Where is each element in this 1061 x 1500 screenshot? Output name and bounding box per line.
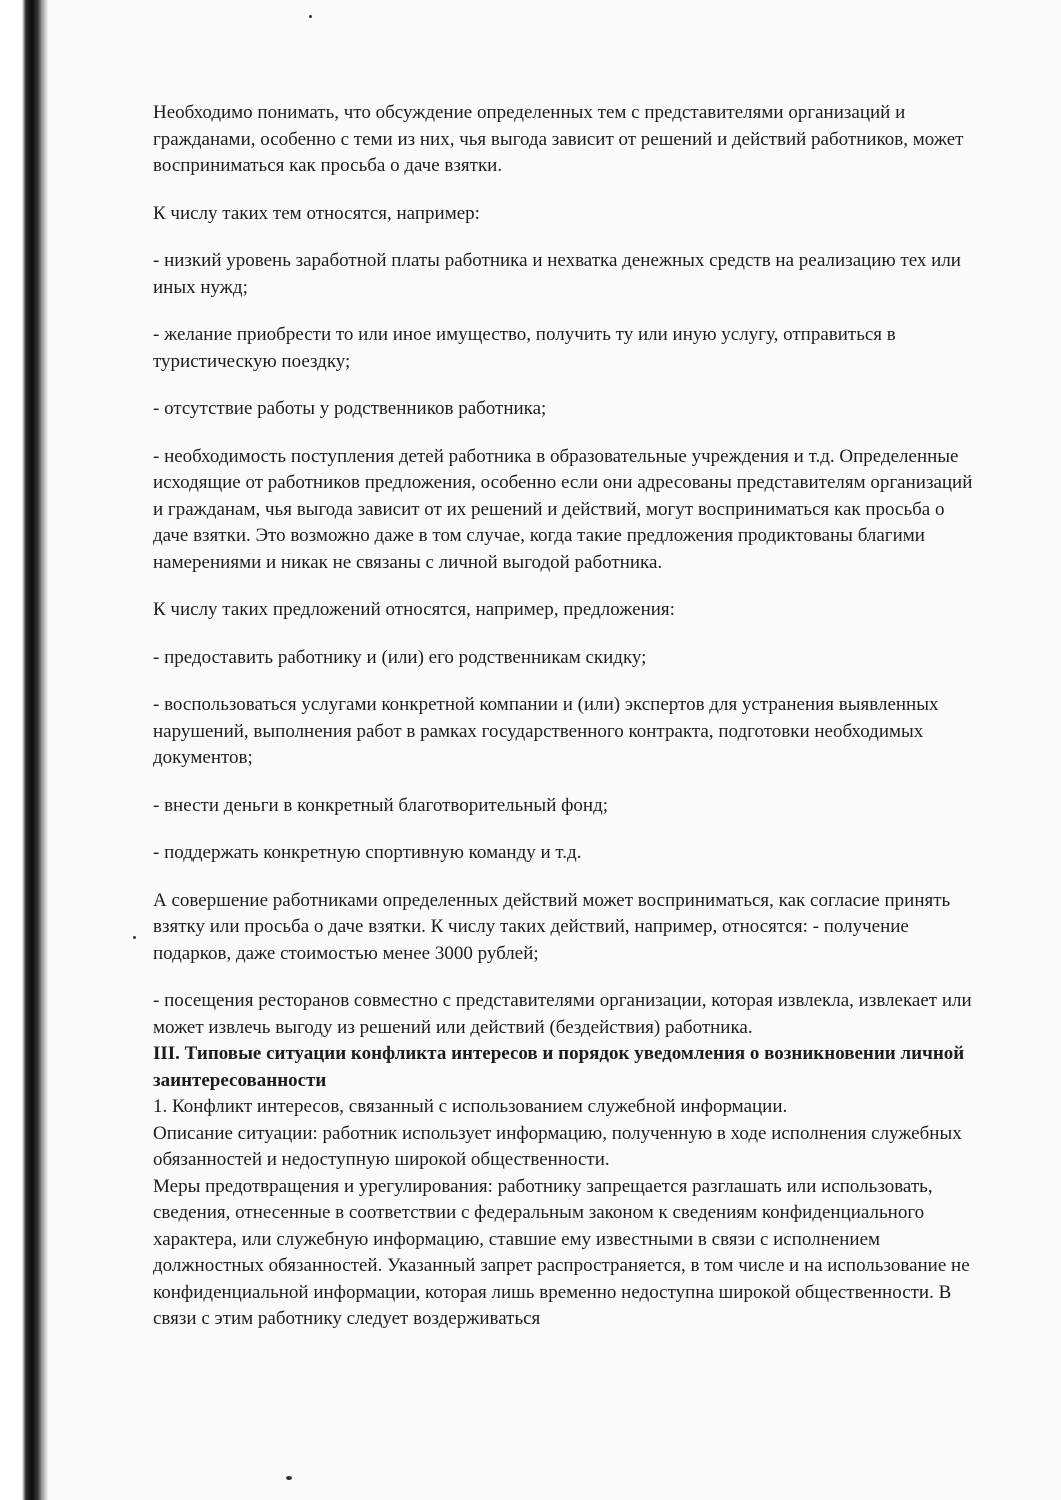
list-item: - желание приобрести то или иное имущество, получить ту или иную услугу, отправиться в туристическую поездку; xyxy=(153,324,896,372)
list-item: - воспользоваться услугами конкретной компании и (или) экспертов для устранения выявленных нарушений, выполнения работ в рамках государственного контракта, подготовки необходимых документов; xyxy=(153,694,939,768)
section-line: 1. Конфликт интересов, связанный с использованием служебной информации. xyxy=(153,1096,788,1117)
list-item: - низкий уровень заработной платы работника и нехватка денежных средств на реализацию тех или иных нужд; xyxy=(153,250,961,298)
paragraph: К числу таких тем относятся, например: xyxy=(153,202,480,224)
list-item: - поддержать конкретную спортивную команду и т.д. xyxy=(153,842,582,863)
section-line: Меры предотвращения и урегулирования: работнику запрещается разглашать или использовать, сведения, отнесенные в соответствии с федеральным законом к сведениям конфиденциального характера, или служебную информацию, ставшие ему известными в связи с исполнением должностных обязанностей. Указанный запрет распространяется, в том числе и на использование не конфиденциальной информации, которая лишь временно недоступна широкой общественности. В связи с этим работнику следует воздерживаться xyxy=(153,1175,970,1329)
paragraph: - необходимость поступления детей работника в образовательные учреждения и т.д. Определенные исходящие от работников предложения, особенно если они адресованы представителям организаций и гражданам, чья выгода зависит от их решений и действий, могут восприниматься как просьба о даче взятки. Это возможно даже в том случае, когда такие предложения продиктованы благими намерениями и никак не связаны с личной выгодой работника. xyxy=(153,445,973,573)
list-item: - внести деньги в конкретный благотворительный фонд; xyxy=(153,794,609,816)
list-item: - предоставить работнику и (или) его родственникам скидку; xyxy=(153,646,647,668)
document-page xyxy=(153,100,983,1333)
scan-speck xyxy=(309,15,312,18)
paragraph: Необходимо понимать, что обсуждение определенных тем с представителями организаций и гражданами, особенно с теми из них, чья выгода зависит от решений и действий работников, может восприниматься как просьба о даче взятки. xyxy=(153,102,964,176)
paragraph: К числу таких предложений относятся, например, предложения: xyxy=(153,599,675,620)
scan-left-edge xyxy=(0,0,48,1500)
section-heading: III. Типовые ситуации конфликта интересов и порядок уведомления о возникновении личной заинтересованности xyxy=(153,1043,965,1091)
scan-speck xyxy=(133,936,136,939)
paragraph: - посещения ресторанов совместно с представителями организации, которая извлекла, извлекает или может извлечь выгоду из решений или действий (бездействия) работника. xyxy=(153,990,972,1038)
paragraph: А совершение работниками определенных действий может восприниматься, как согласие принять взятку или просьба о даче взятки. К числу таких действий, например, относятся: - получение подарков, даже стоимостью менее 3000 рублей; xyxy=(153,889,951,964)
scan-speck xyxy=(286,1476,292,1480)
section-line: Описание ситуации: работник использует информацию, полученную в ходе исполнения служебных обязанностей и недоступную широкой общественности. xyxy=(153,1122,962,1170)
list-item: - отсутствие работы у родственников работника; xyxy=(153,398,547,419)
